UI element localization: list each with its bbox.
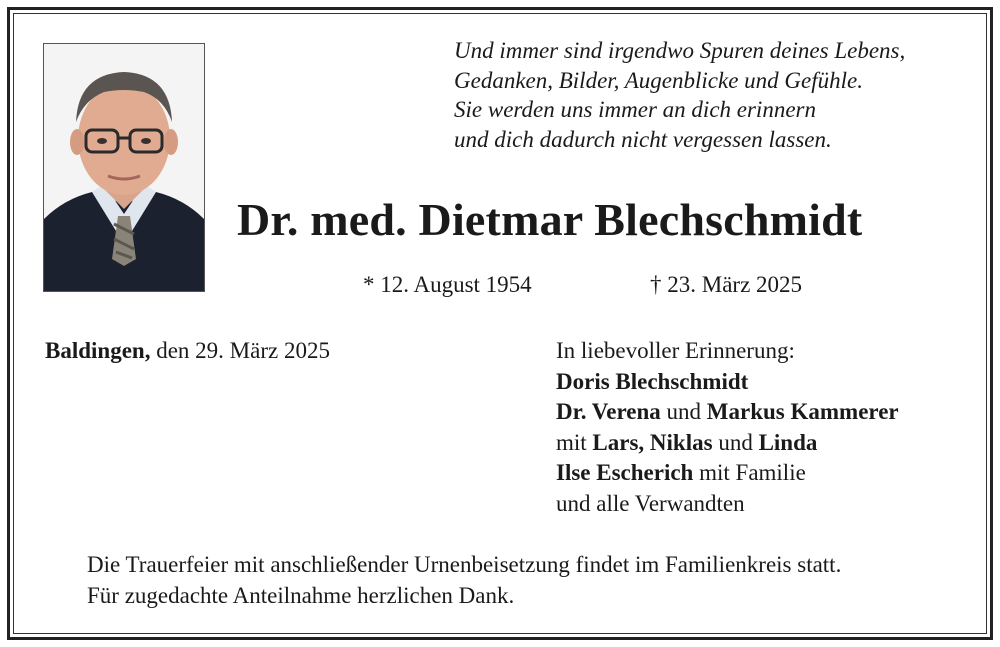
mourner-name: Dr. Verena bbox=[556, 399, 661, 424]
mourner-line bbox=[556, 428, 899, 459]
poem-line: Und immer sind irgendwo Spuren deines Lebens, bbox=[454, 38, 906, 63]
memorial-poem bbox=[454, 36, 984, 154]
mourners-intro: In liebevoller Erinnerung: bbox=[556, 338, 795, 363]
death-date: † 23. März 2025 bbox=[650, 272, 803, 297]
mourner-line bbox=[556, 367, 899, 398]
mourner-name: Linda bbox=[758, 429, 818, 455]
mourner-line: und alle Verwandten bbox=[556, 490, 745, 516]
footer-line: Die Trauerfeier mit anschließender Urnenbeisetzung findet im Familienkreis statt. bbox=[87, 552, 842, 577]
connector-text: und bbox=[718, 429, 753, 455]
mourner-line bbox=[556, 458, 899, 489]
birth-date: * 12. August 1954 bbox=[363, 272, 532, 297]
connector-text: mit bbox=[556, 429, 587, 455]
mourners-list bbox=[556, 336, 899, 519]
footer-line: Für zugedachte Anteilnahme herzlichen Dank. bbox=[87, 582, 515, 608]
mourner-line bbox=[556, 397, 899, 428]
footer-notice bbox=[87, 550, 841, 611]
poem-line: Gedanken, Bilder, Augenblicke und Gefühle. bbox=[454, 67, 863, 93]
connector-text: und bbox=[666, 399, 702, 424]
poem-line: und dich dadurch nicht vergessen lassen. bbox=[454, 126, 832, 152]
mourner-name: Doris Blechschmidt bbox=[556, 368, 749, 394]
place-and-date bbox=[45, 336, 330, 366]
mourner-name: Lars, Niklas bbox=[592, 429, 713, 455]
connector-text: mit Familie bbox=[699, 460, 806, 485]
place-town: Baldingen, bbox=[45, 338, 151, 363]
deceased-name: Dr. med. Dietmar Blechschmidt bbox=[237, 194, 863, 245]
mourner-name: Markus Kammerer bbox=[706, 399, 899, 424]
poem-line: Sie werden uns immer an dich erinnern bbox=[454, 97, 816, 122]
place-date: den 29. März 2025 bbox=[156, 338, 330, 363]
portrait-photo bbox=[43, 43, 205, 292]
mourner-name: Ilse Escherich bbox=[556, 460, 694, 485]
